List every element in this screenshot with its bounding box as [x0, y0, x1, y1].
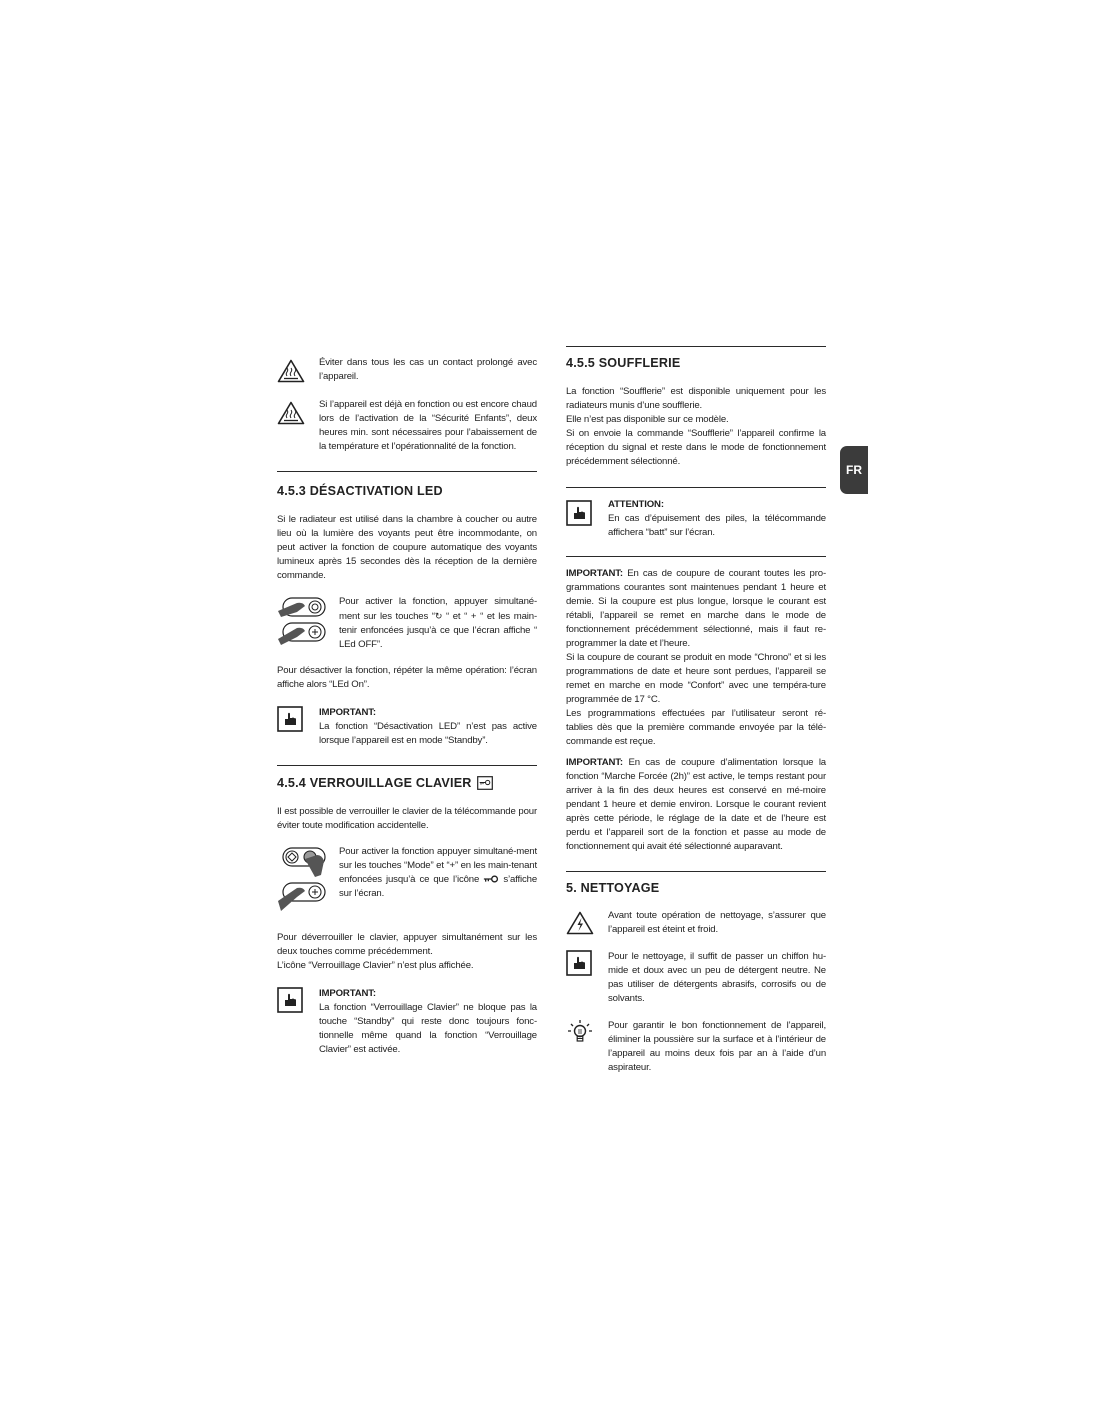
section-divider: [566, 556, 826, 557]
led-intro-paragraph: Si le radiateur est utilisé dans la chambre à coucher ou autre lieu où la lumière des voyants peut être incommodante, on peut activer la fonction de coupure automatique des voyants lumineux après 15 secondes dès la réception de la dernière commande.: [277, 514, 537, 581]
keylock-activation-step: [277, 845, 537, 919]
section-title-cleaning: 5. NETTOYAGE: [566, 881, 660, 895]
lightbulb-tip-icon: [566, 1019, 594, 1047]
hot-surface-warning-icon: [277, 401, 305, 425]
hot-surface-warning-icon: [277, 359, 305, 383]
cleaning-note: [566, 950, 826, 1006]
power-cut-paragraph-2: Si la coupure de courant se produit en mode “Chrono” et si les programmations de date et heure sont perdues, l’appareil se remet en marche en mode “Confort” avec une tempéra-ture programmée de 17 °C.: [566, 652, 826, 705]
section-divider: [566, 487, 826, 488]
section-title-fan: 4.5.5 SOUFFLERIE: [566, 356, 681, 370]
section-divider: [277, 471, 537, 472]
note-hand-icon: [566, 950, 592, 976]
led-deactivation-paragraph: Pour désactiver la fonction, répéter la même opération: l’écran affiche alors “LEd On”.: [277, 665, 537, 690]
hot-warning-2: [277, 398, 537, 454]
attention-note: [566, 498, 826, 540]
keylock-box-icon: [477, 776, 493, 790]
section-title-keylock: 4.5.4 VERROUILLAGE CLAVIER: [277, 776, 537, 790]
keylock-icon-paragraph: L’icône “Verrouillage Clavier” n’est plus affichée.: [277, 960, 474, 971]
keylock-intro-paragraph: Il est possible de verrouiller le clavier de la télécommande pour éviter toute modification accidentelle.: [277, 806, 537, 831]
cleaning-warning-text: Avant toute opération de nettoyage, s’assurer que l’appareil est éteint et froid.: [608, 910, 826, 935]
section-divider: [277, 765, 537, 766]
cleaning-tip-text: Pour garantir le bon fonctionnement de l’appareil, éliminer la poussière sur la surface et à l’intérieur de l’appareil au moins deux fois par an à l’aide d’un aspirateur.: [608, 1020, 826, 1073]
note-hand-icon: [566, 500, 592, 526]
note-hand-icon: [277, 706, 303, 732]
section-divider: [566, 871, 826, 872]
important-text: La fonction “Désactivation LED” n’est pas active lorsque l’appareil est en mode “Standby”.: [319, 721, 537, 746]
cleaning-tip: [566, 1019, 826, 1075]
power-cut-paragraph-1: IMPORTANT: En cas de coupure de courant toutes les pro-grammations courantes sont maintenues pendant 1 heure et demie. Si la coupure est plus longue, lorsque le courant est rétabli, l’appareil se remet en marche dans le mode de fonctionnement précédemment sélectionné, mais il faut re-programmer la date et l’heure.: [566, 568, 826, 649]
keylock-unlock-paragraph: Pour déverrouiller le clavier, appuyer simultanément sur les deux touches comme précédemment.: [277, 932, 537, 957]
electric-warning-icon: [566, 911, 594, 935]
keylock-important-note: [277, 987, 537, 1057]
forced-mode-paragraph: IMPORTANT: En cas de coupure d’alimentation lorsque la fonction “Marche Forcée (2h)” est active, le temps restant pour arriver à la fin des deux heures est conservé en mé-moire pendant 1 heure et demie environ. Lorsque le courant revient après cette période, le réglage de la date et de l’heure est perdu et l’appareil sort de la fonction et passe au mode de fonctionnement qui avait été sélectionné auparavant.: [566, 757, 826, 852]
language-tab-fr: FR: [840, 446, 868, 494]
left-column: [277, 346, 537, 1057]
cleaning-warning: [566, 909, 826, 937]
section-divider: [566, 346, 826, 347]
warning-text-child-safety: Si l’appareil est déjà en fonction ou est encore chaud lors de l’activation de la “Sécurité Enfants”, deux heures min. sont nécessaires pour l’abaissement de la température et l’opérationnalité de la fonction.: [319, 399, 537, 452]
led-activation-text: Pour activer la fonction, appuyer simultané-ment sur les touches “↻ “ et “ + “ et les main-tenir enfoncées jusqu’à ce que l’écran affiche “ LEd OFF”.: [339, 596, 537, 650]
led-important-note: [277, 706, 537, 748]
led-activation-step: [277, 595, 537, 652]
hot-warning-1: [277, 356, 537, 384]
attention-text: En cas d’épuisement des piles, la télécommande affichera “batt” sur l’écran.: [608, 513, 826, 538]
fan-paragraph-1: La fonction “Soufflerie” est disponible uniquement pour les radiateurs munis d’une soufflerie.: [566, 386, 826, 411]
power-cut-paragraph-3: Les programmations effectuées par l’utilisateur seront ré-tablies dès que la première commande envoyée par la télé-commande est reçue.: [566, 708, 826, 747]
remote-keys-illustration: [277, 595, 329, 649]
section-title-led: 4.5.3 DÉSACTIVATION LED: [277, 484, 443, 498]
right-column: [566, 346, 826, 1075]
fan-paragraph-2: Elle n’est pas disponible sur ce modèle.: [566, 414, 729, 425]
fan-paragraph-3: Si on envoie la commande “Soufflerie” l’appareil confirme la réception du signal et reste dans le mode de fonctionnement précédemment sélectionné.: [566, 428, 826, 467]
warning-text-contact: Éviter dans tous les cas un contact prolongé avec l’appareil.: [319, 357, 537, 382]
fan-icon: ↻: [434, 611, 443, 621]
important-label: IMPORTANT:: [319, 707, 376, 718]
important-label: IMPORTANT:: [319, 988, 376, 999]
keylock-activation-text: Pour activer la fonction appuyer simultané-ment sur les touches “Mode” et “+” en les main-tenant enfoncées jusqu’à ce que l’icône s’affiche sur l’écran.: [339, 846, 538, 899]
cleaning-note-text: Pour le nettoyage, il suffit de passer un chiffon hu-mide et doux avec un peu de détergent neutre. Ne pas utiliser de détergents abrasifs, corrosifs ou de solvants.: [608, 951, 826, 1004]
important-text: La fonction “Verrouillage Clavier” ne bloque pas la touche “Standby” qui reste donc toujours fonc-tionnelle même quand la fonction “Verrouillage Clavier” est activée.: [319, 1002, 537, 1055]
key-lock-icon: [483, 875, 499, 883]
remote-keys-illustration: [277, 845, 329, 919]
attention-label: ATTENTION:: [608, 499, 664, 510]
note-hand-icon: [277, 987, 303, 1013]
